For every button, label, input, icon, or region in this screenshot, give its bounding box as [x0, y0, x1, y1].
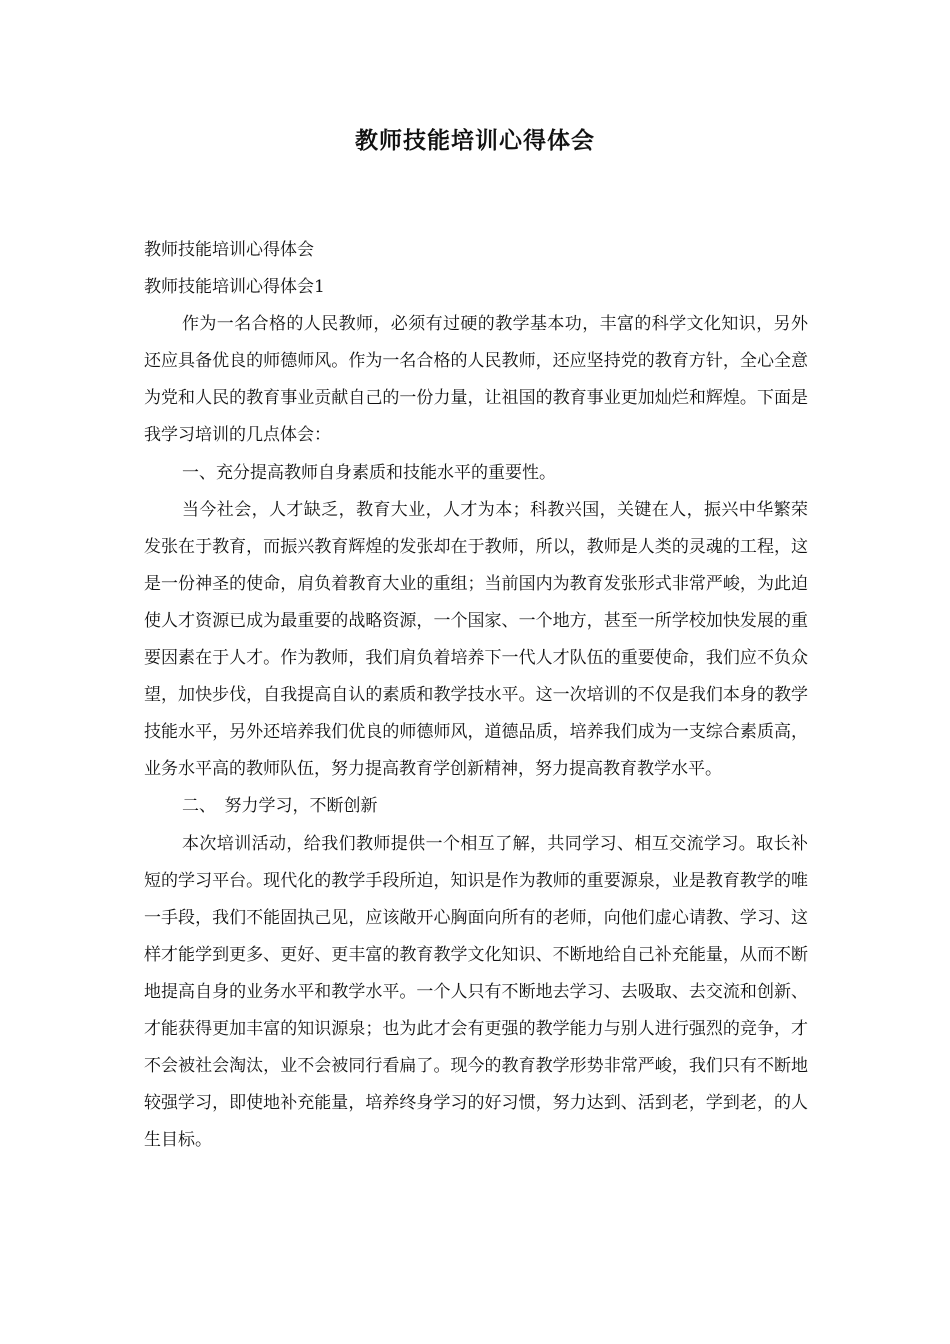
paragraph-intro: 作为一名合格的人民教师，必须有过硬的教学基本功，丰富的科学文化知识，另外还应具备优良的师德师风。作为一名合格的人民教师，还应坚持党的教育方针，全心全意为党和人民的教育事业贡献自己的一份力量，让祖国的教育事业更加灿烂和辉煌。下面是我学习培训的几点体会： — [144, 314, 808, 446]
heading-point-two: 二、 努力学习，不断创新 — [182, 796, 378, 817]
section-title: 教师技能培训心得体会1 — [144, 277, 325, 298]
paragraph-point-one: 当今社会，人才缺乏，教育大业，人才为本；科教兴国，关键在人，振兴中华繁荣发张在于教育，而振兴教育辉煌的发张却在于教师，所以，教师是人类的灵魂的工程，这是一份神圣的使命，肩负着教育大业的重组；当前国内为教育发张形式非常严峻，为此迫使人才资源已成为最重要的战略资源，一个国家、一个地方，甚至一所学校加快发展的重要因素在于人才。作为教师，我们肩负着培养下一代人才队伍的重要使命，我们应不负众望，加快步伐，自我提高自认的素质和教学技水平。这一次培训的不仅是我们本身的教学技能水平，另外还培养我们优良的师德师风，道德品质，培养我们成为一支综合素质高，业务水平高的教师队伍，努力提高教育学创新精神，努力提高教育教学水平。 — [144, 499, 808, 780]
document-body — [144, 232, 808, 1159]
document-subtitle: 教师技能培训心得体会 — [144, 240, 314, 260]
heading-point-one: 一、充分提高教师自身素质和技能水平的重要性。 — [182, 462, 556, 483]
paragraph-point-two: 本次培训活动，给我们教师提供一个相互了解，共同学习、相互交流学习。取长补短的学习平台。现代化的教学手段所迫，知识是作为教师的重要源泉，业是教育教学的唯一手段，我们不能固执己见，应该敞开心胸面向所有的老师，向他们虚心请教、学习、这样才能学到更多、更好、更丰富的教育教学文化知识、不断地给自己补充能量，从而不断地提高自身的业务水平和教学水平。一个人只有不断地去学习、去吸取、去交流和创新、才能获得更加丰富的知识源泉；也为此才会有更强的教学能力与别人进行强烈的竞争，才不会被社会淘汰，业不会被同行看扁了。现今的教育教学形势非常严峻，我们只有不断地较强学习，即使地补充能量，培养终身学习的好习惯，努力达到、活到老，学到老，的人生目标。 — [144, 833, 808, 1151]
document-title: 教师技能培训心得体会 — [355, 127, 595, 154]
